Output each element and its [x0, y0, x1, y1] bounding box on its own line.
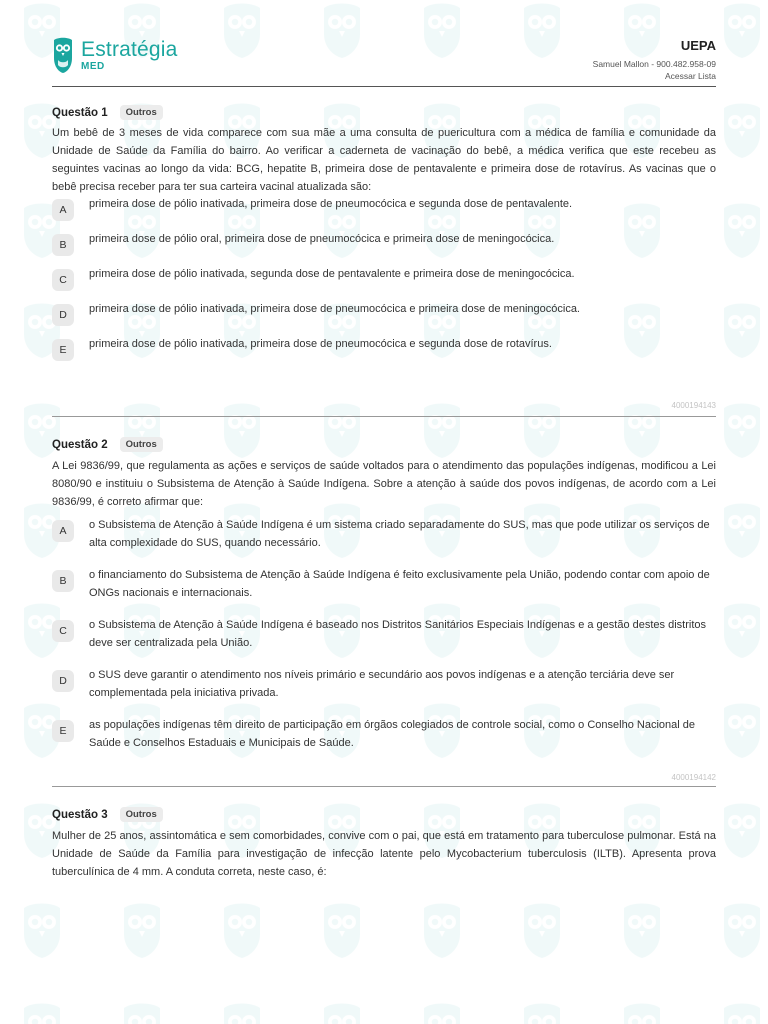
question-title: Questão 2: [52, 438, 108, 451]
watermark-owl-icon: [420, 900, 464, 960]
option-text: primeira dose de pólio inativada, primeira dose de pneumocócica e segunda dose de rotavírus.: [89, 338, 552, 350]
option-text: primeira dose de pólio oral, primeira dose de pneumocócica e primeira dose de meningocócica.: [89, 233, 555, 245]
answer-option[interactable]: [52, 304, 716, 339]
option-letter[interactable]: B: [52, 234, 74, 256]
answer-option[interactable]: [52, 520, 716, 570]
watermark-owl-icon: [220, 900, 264, 960]
answer-option[interactable]: [52, 670, 716, 720]
watermark-owl-icon: [120, 900, 164, 960]
institution-name: UEPA: [680, 38, 716, 53]
question-statement: Um bebê de 3 meses de vida comparece com sua mãe a uma consulta de puericultura com a médica de família e comunidade da Unidade de Saúde da Família do bairro. Ao verificar a caderneta de vacinação do bebê, a médica verifica que este recebeu as seguintes vacinas ao longo da vida: BCG, hepatite B, primeira dose de pentavalente e primeira dose de rotavírus. As vacinas que o bebê precisa receber para ter sua carteira vacinal atualizada são:: [52, 127, 716, 193]
option-letter[interactable]: D: [52, 304, 74, 326]
question-statement: Mulher de 25 anos, assintomática e sem comorbidades, convive com o pai, que está em tratamento para tuberculose pulmonar. Está na Unidade de Saúde da Família para investigação de infecção latente pelo Mycobacterium tuberculosis (ILTB). Apresenta prova tuberculínica de 4 mm. A conduta correta, neste caso, é:: [52, 830, 716, 878]
watermark-owl-icon: [720, 1000, 764, 1024]
answer-option[interactable]: [52, 620, 716, 670]
watermark-owl-icon: [520, 900, 564, 960]
option-letter[interactable]: A: [52, 199, 74, 221]
option-text: o Subsistema de Atenção à Saúde Indígena é um sistema criado separadamente do SUS, mas que pode utilizar os serviços de alta complexidade do SUS, quando necessário.: [89, 519, 710, 549]
option-letter[interactable]: C: [52, 620, 74, 642]
page-header: [52, 0, 716, 87]
answer-options: [52, 199, 716, 374]
option-text: o SUS deve garantir o atendimento nos níveis primário e secundário aos povos indígenas e a atenção terciária deve ser complementada pela iniciativa privada.: [89, 669, 675, 699]
owl-logo-icon: [52, 36, 74, 74]
watermark-owl-icon: [20, 1000, 64, 1024]
brand-name: Estratégia: [81, 37, 178, 61]
estrategia-med-logo: [52, 36, 178, 74]
question-id: 4000194142: [671, 773, 716, 782]
user-info: Samuel Mallon - 900.482.958-09: [592, 59, 716, 69]
watermark-owl-icon: [620, 1000, 664, 1024]
watermark-owl-icon: [20, 900, 64, 960]
option-letter[interactable]: C: [52, 269, 74, 291]
answer-option[interactable]: [52, 269, 716, 304]
answer-option[interactable]: [52, 234, 716, 269]
option-text: o Subsistema de Atenção à Saúde Indígena é baseado nos Distritos Sanitários Especiais Indígenas e a gestão destes distritos deve ser centralizada pela União.: [89, 619, 706, 649]
question-id: 4000194143: [671, 401, 716, 410]
option-text: primeira dose de pólio inativada, segunda dose de pentavalente e primeira dose de meningocócica.: [89, 268, 575, 280]
watermark-owl-icon: [620, 900, 664, 960]
access-list-link[interactable]: Acessar Lista: [664, 71, 716, 81]
question-title: Questão 3: [52, 808, 108, 821]
question-block: [52, 105, 716, 417]
watermark-owl-icon: [520, 1000, 564, 1024]
watermark-owl-icon: [420, 1000, 464, 1024]
question-statement: A Lei 9836/99, que regulamenta as ações e serviços de saúde voltados para o atendimento das populações indígenas, modificou a Lei 8080/90 e instituiu o Subsistema de Atenção à Saúde Indígena. Sobre a atenção à saúde dos povos indígenas, de acordo com a Lei 9836/99, é correto afirmar que:: [52, 460, 716, 508]
question-title: Questão 1: [52, 106, 108, 119]
option-text: as populações indígenas têm direito de participação em órgãos colegiados de controle social, como o Conselho Nacional de Saúde e Conselhos Estaduais e Municipais de Saúde.: [89, 719, 695, 749]
watermark-owl-icon: [120, 1000, 164, 1024]
option-letter[interactable]: E: [52, 720, 74, 742]
option-letter[interactable]: E: [52, 339, 74, 361]
question-block: [52, 807, 716, 881]
option-letter[interactable]: D: [52, 670, 74, 692]
watermark-owl-icon: [220, 1000, 264, 1024]
answer-options: [52, 520, 716, 770]
watermark-owl-icon: [320, 900, 364, 960]
answer-option[interactable]: [52, 199, 716, 234]
option-text: primeira dose de pólio inativada, primeira dose de pneumocócica e segunda dose de pentavalente.: [89, 198, 573, 210]
option-letter[interactable]: B: [52, 570, 74, 592]
answer-option[interactable]: [52, 720, 716, 770]
brand-subtitle: MED: [81, 60, 105, 72]
option-text: primeira dose de pólio inativada, primeira dose de pneumocócica e primeira dose de meningocócica.: [89, 303, 580, 315]
watermark-owl-icon: [720, 900, 764, 960]
answer-option[interactable]: [52, 570, 716, 620]
question-block: [52, 437, 716, 787]
question-category-tag: Outros: [120, 105, 163, 120]
answer-option[interactable]: [52, 339, 716, 374]
option-text: o financiamento do Subsistema de Atenção à Saúde Indígena é feito exclusivamente pela União, podendo contar com apoio de ONGs nacionais e internacionais.: [89, 569, 710, 599]
question-category-tag: Outros: [120, 807, 163, 822]
option-letter[interactable]: A: [52, 520, 74, 542]
watermark-owl-icon: [320, 1000, 364, 1024]
question-category-tag: Outros: [120, 437, 163, 452]
